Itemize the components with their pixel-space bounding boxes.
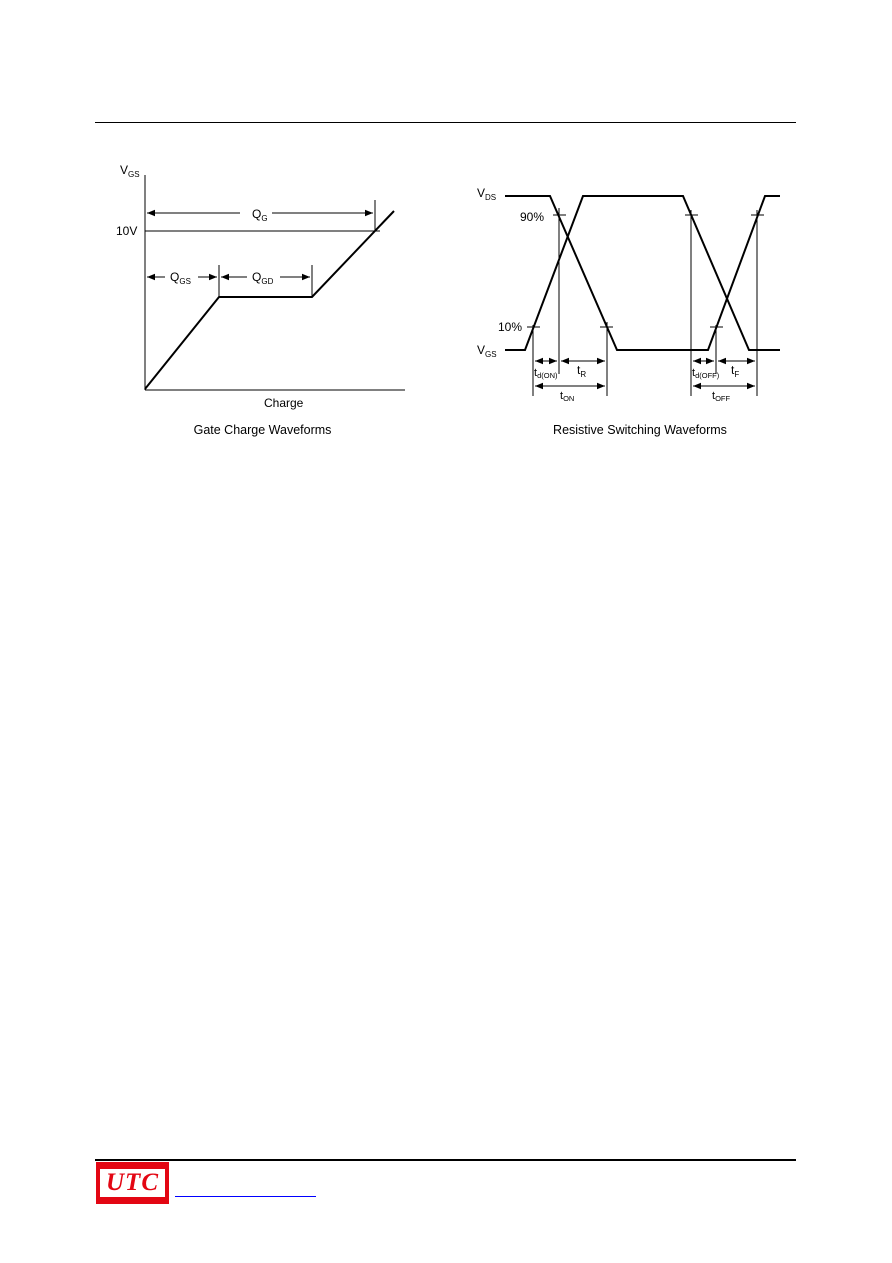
gc-10v-label: 10V: [116, 224, 138, 238]
rs-vgs-curve: [505, 196, 780, 350]
gc-qgs-label: $Q_{GS}$: [170, 270, 191, 286]
rs-tr-label: $t_R$: [577, 363, 587, 379]
resistive-switching-diagram: [477, 186, 780, 403]
rs-td-on-label: td(ON): [534, 367, 558, 380]
rs-tf-label: $t_F$: [731, 363, 740, 379]
utc-logo: [96, 1162, 169, 1204]
rs-10-label: 10%: [498, 320, 523, 334]
rs-vds-label: $V_{DS}$: [477, 186, 497, 202]
website-link[interactable]: [175, 1195, 316, 1197]
gc-y-label: $V_{GS}$: [120, 163, 140, 179]
gc-x-label: Charge: [264, 396, 304, 410]
rs-vgs-label: $V_{GS}$: [477, 343, 497, 359]
gc-qg-label: $Q_G$: [252, 207, 268, 223]
rs-toff-label: tOFF: [712, 390, 731, 403]
rs-90-label: 90%: [520, 210, 545, 224]
gc-qgd-label: $Q_{GD}$: [252, 270, 274, 286]
rs-ton-label: tON: [560, 390, 575, 403]
resistive-switching-caption: Resistive Switching Waveforms: [553, 423, 727, 437]
waveform-figures: [0, 0, 892, 470]
gate-charge-caption: Gate Charge Waveforms: [193, 423, 332, 437]
footer-rule: [95, 1159, 796, 1161]
utc-logo-text: UTC: [100, 1169, 165, 1197]
rs-td-off-label: td(OFF): [692, 367, 720, 380]
gc-vgs-curve: [145, 211, 394, 389]
gate-charge-diagram: [116, 163, 405, 410]
